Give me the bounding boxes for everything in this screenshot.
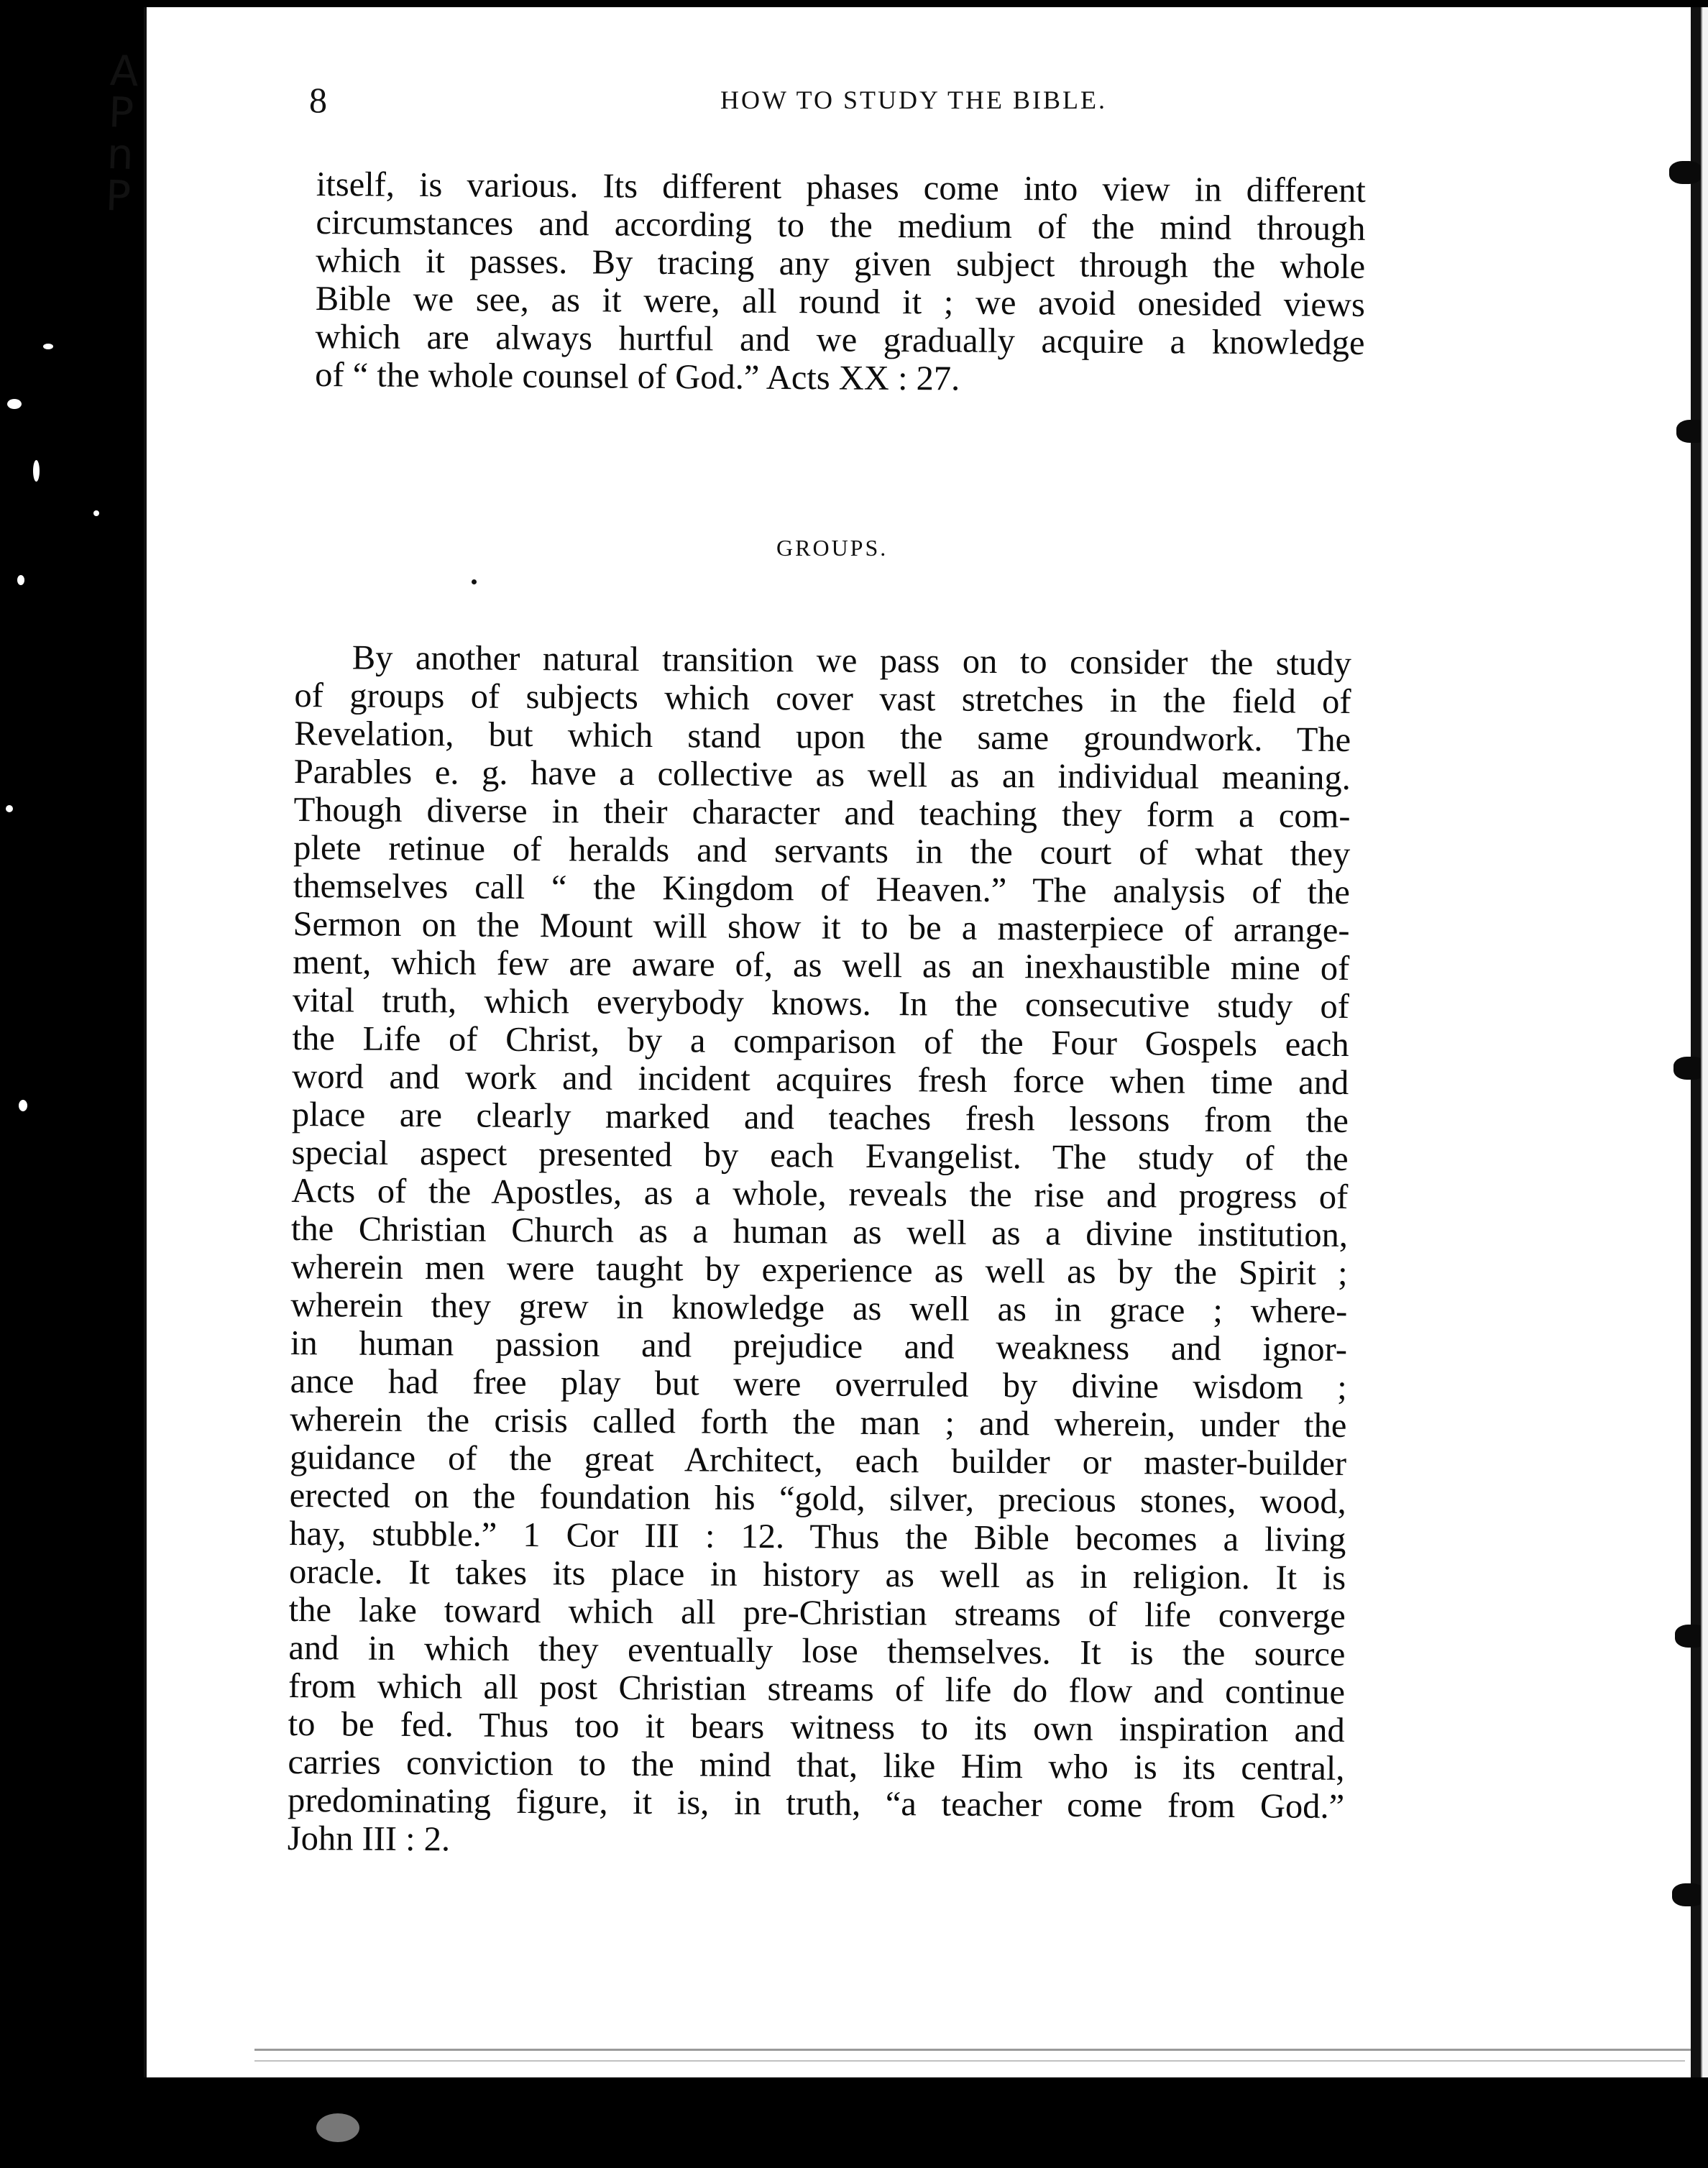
page-edge-line: [254, 2060, 1685, 2062]
text-line: carries conviction to the mind that, like Him who is its central,: [288, 1742, 1345, 1788]
text-line: the Christian Church as a human as well as a divine institution,: [290, 1209, 1349, 1254]
running-head: [309, 79, 1459, 122]
text-line: place are clearly marked and teaches fresh lessons from the: [291, 1095, 1349, 1140]
text-line: special aspect presented by each Evangelist. The study of the: [291, 1133, 1349, 1178]
text-line: to be fed. Thus too it bears witness to its own inspiration and: [288, 1704, 1345, 1750]
text-line: Acts of the Apostles, as a whole, reveals the rise and progress of: [291, 1171, 1349, 1216]
marginalia-text: APnP: [104, 46, 139, 221]
body-paragraph: [288, 638, 1351, 1864]
text-line: itself, is various. Its different phases come into view in different: [316, 165, 1366, 210]
text-line: themselves call “ the Kingdom of Heaven.” The analysis of the: [293, 866, 1351, 911]
page-binding: [1691, 7, 1701, 2077]
scan-speck: [17, 575, 24, 585]
text-line: ance had free play but were overruled by divine wisdom ;: [290, 1361, 1347, 1407]
intro-paragraph: [315, 165, 1366, 400]
text-line: and in which they eventually lose themselves. It is the source: [288, 1628, 1346, 1673]
binding-notch: [1669, 161, 1702, 184]
page-number: 8: [309, 80, 327, 120]
ink-dot: [472, 579, 477, 584]
text-line: Bible we see, as it were, all round it ; we avoid onesided views: [315, 279, 1366, 324]
text-line: wherein men were taught by experience as well as by the Spirit ;: [290, 1247, 1348, 1292]
adjacent-page-edge: [1701, 7, 1708, 2077]
page-edge-line: [254, 2049, 1692, 2051]
text-line: from which all post Christian streams of life do flow and continue: [288, 1666, 1346, 1712]
text-line: predominating figure, it is, in truth, “a teacher come from God.”: [287, 1781, 1345, 1826]
text-line: which it passes. By tracing any given subject through the whole: [316, 241, 1366, 286]
text-line: ment, which few are aware of, as well as an inexhaustible mine of: [293, 942, 1350, 988]
text-line: erected on the foundation his “gold, silver, precious stones, wood,: [289, 1476, 1346, 1521]
text-line: hay, stubble.” 1 Cor III : 12. Thus the Bible becomes a living: [289, 1514, 1346, 1559]
text-line: of “ the whole counsel of God.” Acts XX : 27.: [315, 355, 960, 398]
text-line: vital truth, which everybody knows. In the consecutive study of: [292, 980, 1350, 1026]
text-line: Though diverse in their character and teaching they form a com-: [293, 790, 1351, 835]
section-heading: GROUPS.: [776, 535, 889, 561]
text-line: in human passion and prejudice and weakness and ignor-: [290, 1323, 1348, 1369]
text-line: Sermon on the Mount will show it to be a masterpiece of arrange-: [293, 904, 1350, 950]
text-line: of groups of subjects which cover vast stretches in the field of: [294, 676, 1351, 721]
text-line: Parables e. g. have a collective as well as an individual meaning.: [293, 752, 1351, 797]
text-line: which are always hurtful and we gradually acquire a knowledge: [315, 317, 1365, 362]
text-line: wherein they grew in knowledge as well as in grace ; where-: [290, 1285, 1348, 1331]
scan-speck: [7, 399, 22, 409]
scan-speck: [33, 460, 40, 482]
text-line: Revelation, but which stand upon the same groundwork. The: [294, 714, 1351, 759]
text-line: plete retinue of heralds and servants in the court of what they: [293, 828, 1351, 873]
text-line: guidance of the great Architect, each builder or master-builder: [289, 1438, 1347, 1483]
text-line: By another natural transition we pass on to consider the study: [352, 638, 1351, 683]
text-line: oracle. It takes its place in history as well as in religion. It is: [288, 1552, 1346, 1597]
text-line: John III : 2.: [287, 1819, 451, 1859]
scan-speck: [6, 805, 13, 812]
text-line: circumstances and according to the medium of the mind through: [316, 203, 1366, 248]
text-line: wherein the crisis called forth the man ; and wherein, under the: [290, 1400, 1347, 1445]
scan-speck: [93, 510, 99, 516]
scan-speck: [43, 344, 53, 349]
running-title: HOW TO STUDY THE BIBLE.: [720, 86, 1107, 114]
text-line: the lake toward which all pre-Christian streams of life converge: [288, 1590, 1346, 1635]
text-line: word and work and incident acquires fresh force when time and: [292, 1057, 1349, 1102]
handwritten-marginalia: [104, 46, 154, 221]
scan-speck: [19, 1100, 27, 1111]
scan-speck: [316, 2113, 359, 2142]
text-line: the Life of Christ, by a comparison of the Four Gospels each: [292, 1019, 1349, 1064]
